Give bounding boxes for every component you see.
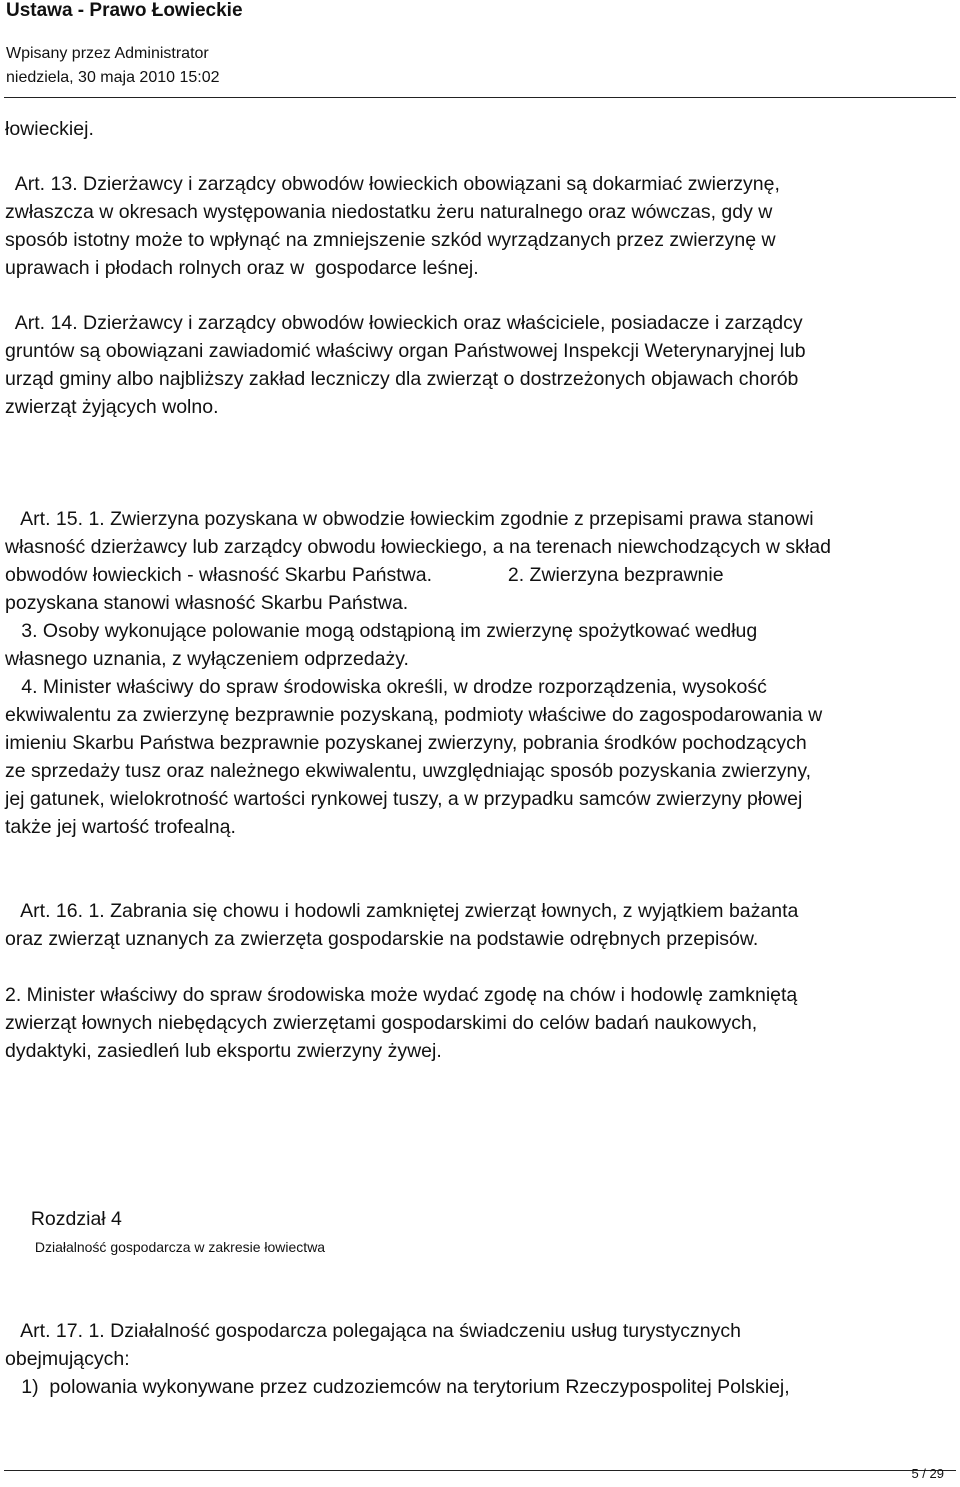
- article-line: 4. Minister właściwy do spraw środowiska określi, w drodze rozporządzenia, wysokość: [5, 676, 767, 698]
- article-line: Art. 15. 1. Zwierzyna pozyskana w obwodzie łowieckim zgodnie z przepisami prawa stanowi: [5, 508, 814, 530]
- article-line: gruntów są obowiązani zawiadomić właściwy organ Państwowej Inspekcji Weterynaryjnej lub: [5, 340, 806, 362]
- header-divider: [4, 97, 956, 98]
- article-line: zwierząt żyjących wolno.: [5, 396, 219, 418]
- article-line: pozyskana stanowi własność Skarbu Państwa.: [5, 592, 409, 614]
- article-line: 3. Osoby wykonujące polowanie mogą odstąpioną im zwierzynę spożytkować według: [5, 620, 758, 642]
- chapter-title: Działalność gospodarcza w zakresie łowiectwa: [34, 1239, 326, 1255]
- article-line: obwodów łowieckich - własność Skarbu Państwa. 2. Zwierzyna bezprawnie: [5, 564, 724, 586]
- article-line: urząd gminy albo najbliższy zakład leczniczy dla zwierząt o dostrzeżonych objawach chorób: [5, 368, 799, 390]
- article-line: obejmujących:: [5, 1348, 130, 1370]
- page-number: 5 / 29: [911, 1466, 944, 1481]
- author-line: Wpisany przez Administrator: [6, 45, 209, 62]
- intro-text: łowieckiej.: [5, 118, 94, 140]
- article-line: oraz zwierząt uznanych za zwierzęta gospodarskie na podstawie odrębnych przepisów.: [5, 928, 759, 950]
- article-line: uprawach i płodach rolnych oraz w gospodarce leśnej.: [5, 257, 479, 279]
- article-line: własność dzierżawcy lub zarządcy obwodu łowieckiego, a na terenach niewchodzących w skład: [5, 536, 831, 558]
- chapter-label: Rozdział 4: [30, 1208, 122, 1230]
- article-line: jej gatunek, wielokrotność wartości rynkowej tuszy, a w przypadku samców zwierzyny płowej: [5, 788, 803, 810]
- article-line: zwłaszcza w okresach występowania niedostatku żeru naturalnego oraz wówczas, gdy w: [5, 201, 773, 223]
- article-line: własnego uznania, z wyłączeniem odprzedaży.: [5, 648, 409, 670]
- chapter-heading: [20, 1179, 325, 1261]
- article-line: ekwiwalentu za zwierzynę bezprawnie pozyskaną, podmioty właściwe do zagospodarowania w: [5, 704, 823, 726]
- date-line: niedziela, 30 maja 2010 15:02: [6, 69, 220, 86]
- article-line: ze sprzedaży tusz oraz należnego ekwiwalentu, uwzględniając sposób pozyskania zwierzyny,: [5, 760, 812, 782]
- article-line: także jej wartość trofealną.: [5, 816, 236, 838]
- article-line: 2. Minister właściwy do spraw środowiska może wydać zgodę na chów i hodowlę zamkniętą: [5, 984, 798, 1006]
- article-line: Art. 14. Dzierżawcy i zarządcy obwodów łowieckich oraz właściciele, posiadacze i zarządcy: [5, 312, 803, 334]
- article-line: imieniu Skarbu Państwa bezprawnie pozyskanej zwierzyny, pobrania środków pochodzących: [5, 732, 807, 754]
- article-line: zwierząt łownych niebędących zwierzętami gospodarskimi do celów badań naukowych,: [5, 1012, 758, 1034]
- article-line: Art. 16. 1. Zabrania się chowu i hodowli zamkniętej zwierząt łownych, z wyjątkiem bażanta: [5, 900, 799, 922]
- article-line: sposób istotny może to wpłynąć na zmniejszenie szkód wyrządzanych przez zwierzynę w: [5, 229, 776, 251]
- article-line: Art. 17. 1. Działalność gospodarcza polegająca na świadczeniu usług turystycznych: [5, 1320, 741, 1342]
- article-line: 1) polowania wykonywane przez cudzoziemców na terytorium Rzeczypospolitej Polskiej,: [5, 1376, 790, 1398]
- footer-divider: [4, 1470, 956, 1471]
- article-line: dydaktyki, zasiedleń lub eksportu zwierzyny żywej.: [5, 1040, 442, 1062]
- document-title: Ustawa - Prawo Łowieckie: [6, 0, 243, 21]
- article-line: Art. 13. Dzierżawcy i zarządcy obwodów łowieckich obowiązani są dokarmiać zwierzynę,: [5, 173, 780, 195]
